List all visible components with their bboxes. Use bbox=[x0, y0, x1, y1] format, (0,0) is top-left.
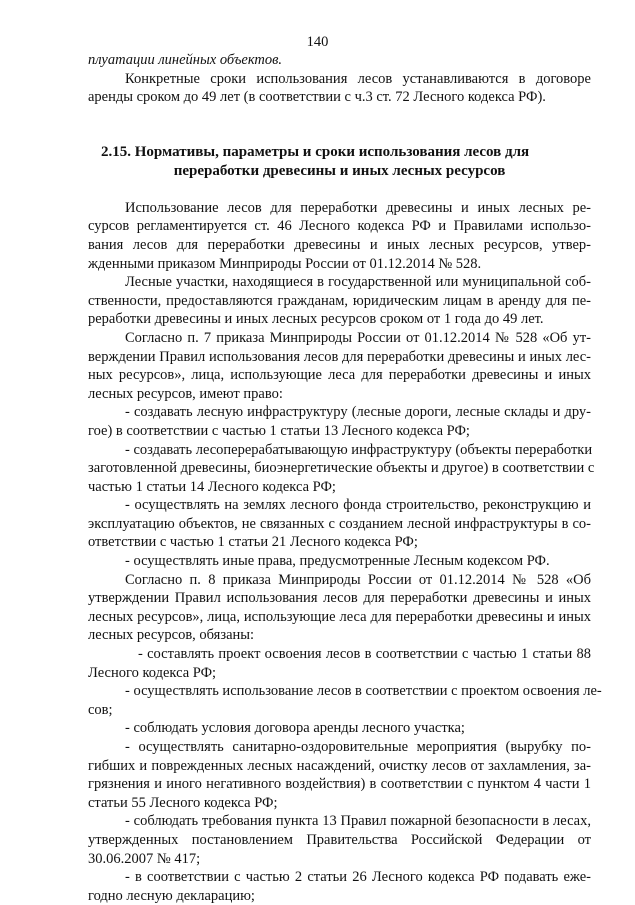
list-item: - осуществлять иные права, предусмотренные Лесным кодексом РФ. bbox=[125, 553, 550, 570]
heading-line: переработки древесины и иных лесных ресурсов bbox=[173, 162, 506, 179]
body-line: сурсов регламентируется ст. 46 Лесного кодекса РФ и Правилами использо- bbox=[88, 218, 591, 235]
body-line: лесных ресурсов, имеют право: bbox=[88, 385, 283, 402]
body-line: утверждении Правил использования лесов для переработки древесины и иных bbox=[88, 590, 591, 607]
body-line: заготовленной древесины, биоэнергетические объекты и другое) в соответствии с bbox=[88, 460, 595, 477]
list-item: - осуществлять санитарно-оздоровительные мероприятия (вырубку по- bbox=[125, 739, 591, 755]
list-item: - осуществлять на землях лесного фонда строительство, реконструкцию и bbox=[125, 497, 591, 514]
list-item: - составлять проект освоения лесов в соответствии с частью 1 статьи 88 bbox=[138, 646, 591, 663]
body-line: реработки древесины и иных лесных ресурсов сроком от 1 года до 49 лет. bbox=[88, 311, 544, 328]
body-line: Использование лесов для переработки древесины и иных лесных ре- bbox=[125, 199, 591, 216]
body-line: частью 1 статьи 14 Лесного кодекса РФ; bbox=[88, 478, 336, 495]
body-line: гое) в соответствии с частью 1 статьи 13 Лесного кодекса РФ; bbox=[88, 422, 470, 439]
page-number: 140 bbox=[306, 34, 329, 50]
body-line: лесных ресурсов», лица, использующие леса для переработки древесины и иных bbox=[88, 608, 591, 625]
list-item: - осуществлять использование лесов в соответствии с проектом освоения ле- bbox=[125, 683, 602, 700]
list-item: - соблюдать условия договора аренды лесного участка; bbox=[125, 720, 465, 737]
body-line: 30.06.2007 № 417; bbox=[88, 850, 201, 867]
body-line: Согласно п. 8 приказа Минприроды России от 01.12.2014 № 528 «Об bbox=[125, 571, 591, 588]
list-item: - в соответствии с частью 2 статьи 26 Лесного кодекса РФ подавать еже- bbox=[125, 869, 591, 886]
intro-line: плуатации линейных объектов. bbox=[88, 52, 283, 68]
body-line: сов; bbox=[88, 701, 113, 718]
intro-line: Конкретные сроки использования лесов устанавливаются в договоре bbox=[125, 70, 591, 87]
body-line: эксплуатацию объектов, не связанных с созданием лесной инфраструктуры в со- bbox=[88, 515, 591, 532]
body-line: утвержденных постановлением Правительства Российской Федерации от bbox=[88, 831, 591, 848]
body-line: Согласно п. 7 приказа Минприроды России от 01.12.2014 № 528 «Об ут- bbox=[125, 329, 591, 346]
body-line: вания лесов для переработки древесины и иных лесных ресурсов, утвер- bbox=[88, 236, 591, 253]
body-line: лесных ресурсов, обязаны: bbox=[88, 627, 255, 644]
list-item: - создавать лесную инфраструктуру (лесные дороги, лесные склады и дру- bbox=[125, 404, 591, 421]
section-heading bbox=[88, 143, 591, 181]
list-item: - создавать лесоперерабатывающую инфраструктуру (объекты переработки bbox=[125, 441, 593, 458]
body-line: грязнения и иного негативного воздействия) в соответствии с пунктом 4 части 1 bbox=[88, 776, 591, 793]
intro-line: аренды сроком до 49 лет (в соответствии с ч.3 ст. 72 Лесного кодекса РФ). bbox=[88, 89, 546, 106]
body-line: верждении Правил использования лесов для переработки древесины и иных лес- bbox=[88, 348, 591, 365]
body-line: жденными приказом Минприроды России от 01.12.2014 № 528. bbox=[88, 255, 482, 272]
body-line: гибших и поврежденных лесных насаждений, очистку лесов от захламления, за- bbox=[88, 757, 591, 774]
body-line: годно лесную декларацию; bbox=[88, 887, 255, 904]
body-line: ственности, предоставляются гражданам, юридическим лицам в аренду для пе- bbox=[88, 292, 591, 309]
body-line: Лесного кодекса РФ; bbox=[88, 664, 217, 681]
body-line: ных ресурсов», лица, использующие леса для переработки древесины и иных bbox=[88, 367, 591, 384]
body-line: ответствии с частью 1 статьи 21 Лесного кодекса РФ; bbox=[88, 534, 418, 551]
page-content bbox=[88, 51, 602, 905]
body-line: статьи 55 Лесного кодекса РФ; bbox=[88, 794, 278, 811]
list-item: - соблюдать требования пункта 13 Правил пожарной безопасности в лесах, bbox=[125, 813, 591, 830]
body-line: Лесные участки, находящиеся в государственной или муниципальной соб- bbox=[125, 274, 591, 291]
heading-line: 2.15. Нормативы, параметры и сроки использования лесов для bbox=[101, 143, 530, 160]
